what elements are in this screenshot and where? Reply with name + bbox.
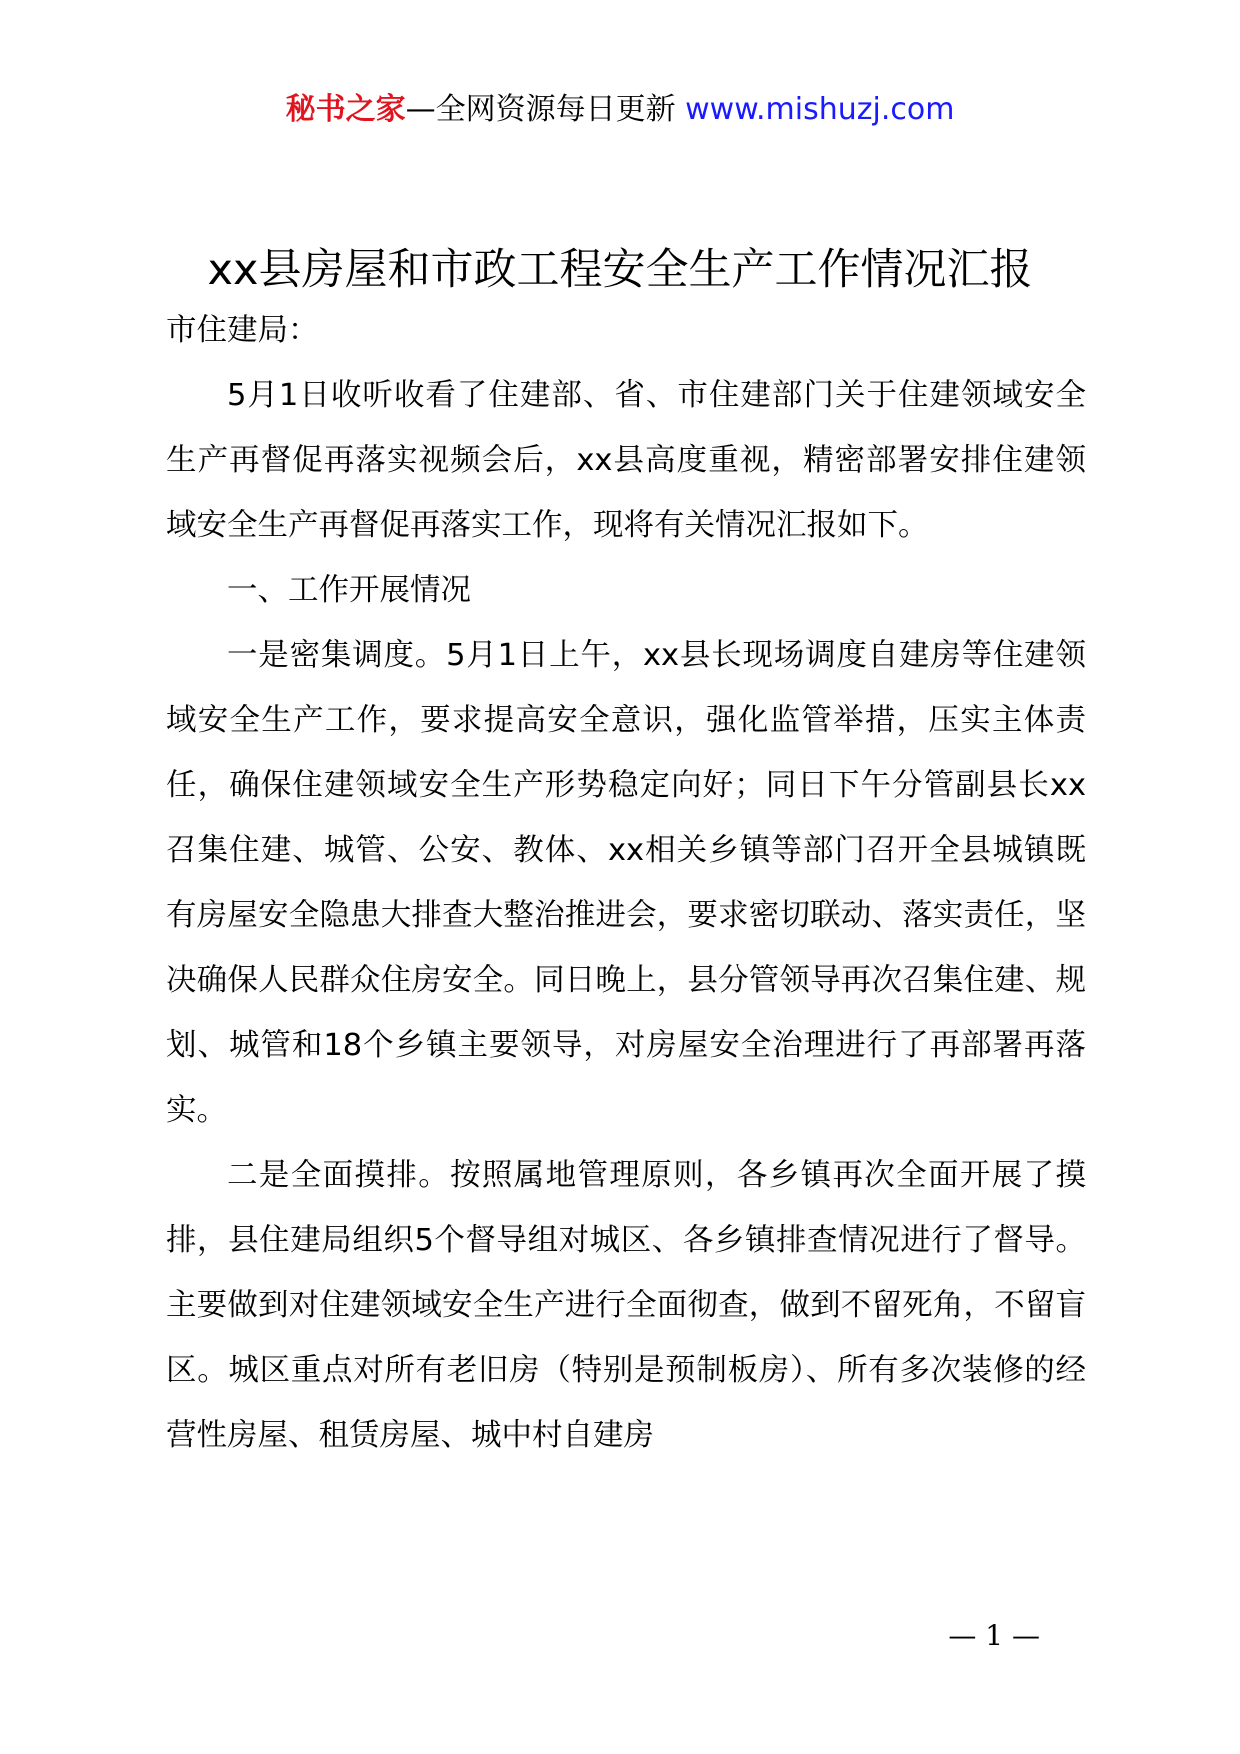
site-url-link[interactable]: www.mishuzj.com (685, 92, 955, 127)
salutation: 市住建局： (166, 313, 319, 348)
page-number: — 1 — (948, 1619, 1040, 1652)
header-tagline: —全网资源每日更新 (405, 92, 676, 127)
section-heading: 一、工作开展情况 (227, 573, 471, 608)
document-body (166, 298, 1086, 1468)
paragraph-inspection: 二是全面摸排。按照属地管理原则，各乡镇再次全面开展了摸排，县住建局组织5个督导组对城区、各乡镇排查情况进行了督导。主要做到对住建领域安全生产进行全面彻查，做到不留死角，不留盲区。城区重点对所有老旧房（特别是预制板房）、所有多次装修的经营性房屋、租赁房屋、城中村自建房 (166, 1158, 1086, 1453)
paragraph-dispatch: 一是密集调度。5月1日上午，xx县长现场调度自建房等住建领域安全生产工作，要求提高安全意识，强化监管举措，压实主体责任，确保住建领域安全生产形势稳定向好；同日下午分管副县长xx召集住建、城管、公安、教体、xx相关乡镇等部门召开全县城镇既有房屋安全隐患大排查大整治推进会，要求密切联动、落实责任，坚决确保人民群众住房安全。同日晚上，县分管领导再次召集住建、规划、城管和18个乡镇主要领导，对房屋安全治理进行了再部署再落实。 (166, 638, 1086, 1128)
document-title: xx县房屋和市政工程安全生产工作情况汇报 (207, 245, 1033, 295)
brand-name: 秘书之家 (285, 92, 406, 127)
paragraph-intro: 5月1日收听收看了住建部、省、市住建部门关于住建领域安全生产再督促再落实视频会后，xx县高度重视，精密部署安排住建领域安全生产再督促再落实工作，现将有关情况汇报如下。 (166, 378, 1086, 543)
site-header (0, 90, 1240, 130)
